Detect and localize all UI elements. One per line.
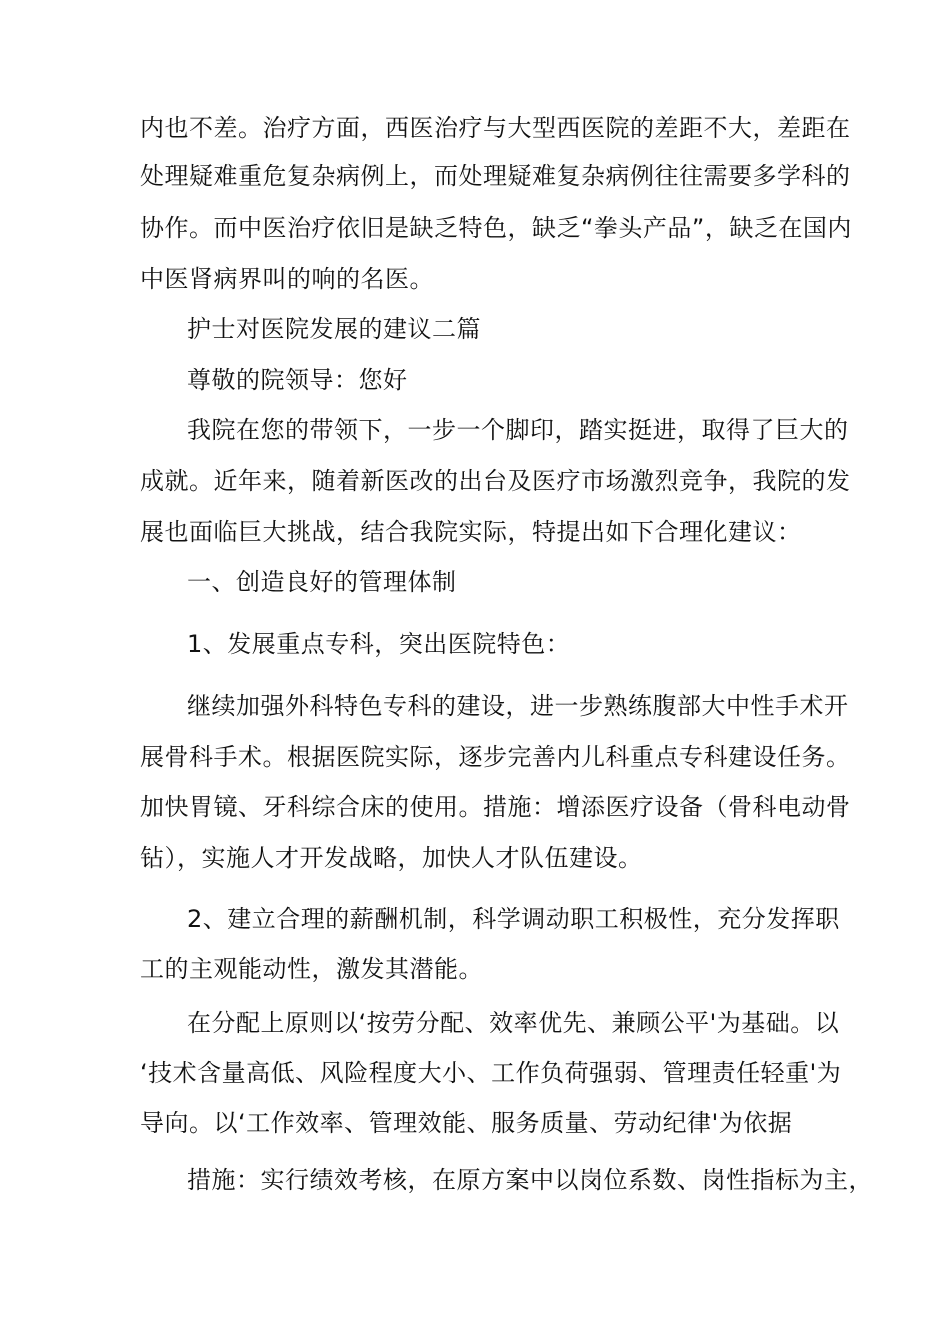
paragraph-line: 钻），实施人才开发战略，加快人才队伍建设。 <box>140 844 643 872</box>
section-heading: 一、创造良好的管理体制 <box>187 568 457 596</box>
paragraph-line: 协作。而中医治疗依旧是缺乏特色，缺乏“拳头产品”，缺乏在国内 <box>140 214 852 242</box>
section-heading: 护士对医院发展的建议二篇 <box>187 315 481 343</box>
paragraph-line: ‘技术含量高低、风险程度大小、工作负荷强弱、管理责任轻重'为 <box>140 1059 842 1087</box>
paragraph-line: 在分配上原则以‘按劳分配、效率优先、兼顾公平'为基础。以 <box>187 1009 840 1037</box>
paragraph-line: 措施：实行绩效考核，在原方案中以岗位系数、岗性指标为主， <box>187 1166 873 1194</box>
subsection-heading: 1、发展重点专科，突出医院特色： <box>187 630 571 658</box>
paragraph-line: 导向。以‘工作效率、管理效能、服务质量、劳动纪律'为依据 <box>140 1109 793 1137</box>
paragraph-line: 中医肾病界叫的响的名医。 <box>140 265 434 293</box>
paragraph-line: 处理疑难重危复杂病例上，而处理疑难复杂病例往往需要多学科的 <box>140 162 851 190</box>
salutation: 尊敬的院领导：您好 <box>187 366 408 394</box>
paragraph-line: 继续加强外科特色专科的建设，进一步熟练腹部大中性手术开 <box>187 692 849 720</box>
paragraph-line: 成就。近年来，随着新医改的出台及医疗市场激烈竞争，我院的发 <box>140 467 851 495</box>
paragraph-line: 内也不差。治疗方面，西医治疗与大型西医院的差距不大，差距在 <box>140 114 851 142</box>
paragraph-line: 加快胃镜、牙科综合床的使用。措施：增添医疗设备（骨科电动骨 <box>140 793 851 821</box>
paragraph-line: 工的主观能动性，激发其潜能。 <box>140 955 483 983</box>
paragraph-line: 我院在您的带领下，一步一个脚印，踏实挺进，取得了巨大的 <box>187 416 849 444</box>
paragraph-line: 展也面临巨大挑战，结合我院实际，特提出如下合理化建议： <box>140 518 802 546</box>
subsection-heading: 2、建立合理的薪酬机制，科学调动职工积极性，充分发挥职 <box>187 905 840 933</box>
paragraph-line: 展骨科手术。根据医院实际，逐步完善内儿科重点专科建设任务。 <box>140 743 851 771</box>
